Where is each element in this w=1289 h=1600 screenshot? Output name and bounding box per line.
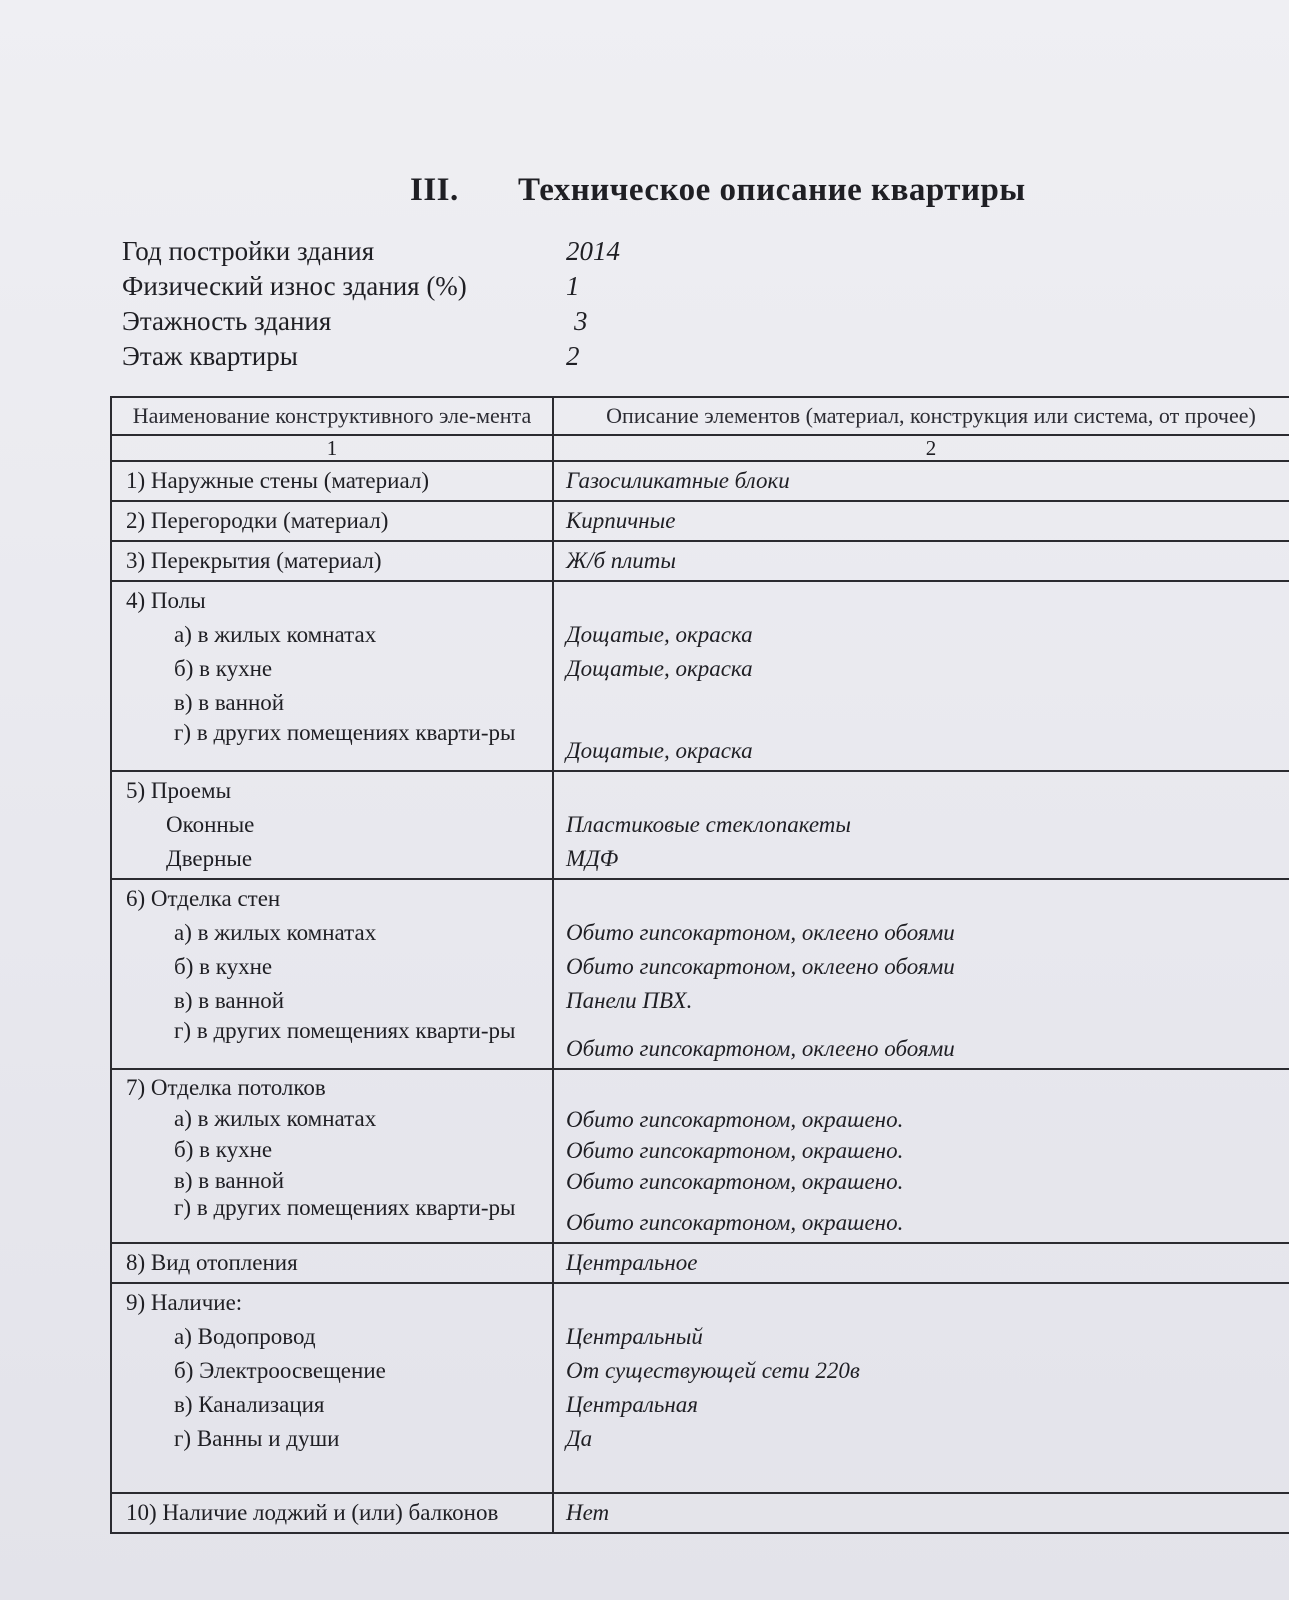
section-title: Техническое описание квартиры (518, 172, 1026, 208)
sub-value: Дощатые, окраска (566, 656, 753, 681)
group-title: 7) Отделка потолков (126, 1075, 326, 1100)
sub-value: Обито гипсокартоном, окрашено. (566, 1107, 904, 1132)
sub-label: Дверные (166, 846, 253, 871)
info-value: 3 (574, 306, 588, 336)
info-row-floor (122, 341, 580, 376)
sub-value: Дощатые, окраска (566, 738, 753, 763)
info-value: 2014 (566, 236, 620, 266)
sub-value: Обито гипсокартоном, окрашено. (566, 1210, 904, 1235)
table-header-row (111, 397, 1289, 435)
group-title: 9) Наличие: (126, 1290, 243, 1315)
sub-value: Обито гипсокартоном, окрашено. (566, 1169, 904, 1194)
row-value: Кирпичные (553, 501, 1289, 541)
table-row (111, 1493, 1289, 1533)
table-row (111, 771, 1289, 879)
group-title: 5) Проемы (126, 778, 232, 803)
sub-value: Центральный (566, 1324, 703, 1349)
sub-label: Оконные (166, 812, 255, 837)
row-label: 3) Перекрытия (материал) (111, 541, 553, 581)
sub-value (566, 686, 1289, 720)
row-label: 10) Наличие лоджий и (или) балконов (111, 1493, 553, 1533)
sub-label: а) в жилых комнатах (174, 920, 377, 945)
sub-label: в) в ванной (174, 690, 285, 715)
row-value-group (553, 1283, 1289, 1493)
table-row (111, 541, 1289, 581)
sub-label: в) в ванной (174, 1168, 285, 1193)
building-info (122, 236, 620, 376)
info-label: Год постройки здания (122, 236, 375, 266)
info-row-year (122, 236, 620, 271)
row-value-group (553, 771, 1289, 879)
table-row (111, 1069, 1289, 1243)
sub-label: а) Водопровод (174, 1324, 316, 1349)
sub-label: а) в жилых комнатах (174, 1106, 377, 1131)
group-title: 6) Отделка стен (126, 886, 281, 911)
row-label-group (111, 1283, 553, 1493)
sub-value: Да (566, 1426, 593, 1451)
sub-label: б) в кухне (174, 954, 273, 979)
group-title: 4) Полы (126, 588, 206, 613)
table-row (111, 879, 1289, 1069)
row-value-group (553, 581, 1289, 771)
col2-index: 2 (553, 435, 1289, 461)
sub-value: Обито гипсокартоном, оклеено обоями (566, 954, 955, 979)
row-value: Центральное (553, 1243, 1289, 1283)
info-value: 2 (566, 341, 580, 371)
row-value: Газосиликатные блоки (553, 461, 1289, 501)
sub-value: Пластиковые стеклопакеты (566, 812, 851, 837)
info-value: 1 (566, 271, 580, 301)
elements-table (110, 396, 1289, 1534)
table-row (111, 581, 1289, 771)
sub-label: б) Электроосвещение (174, 1358, 386, 1383)
info-label: Этаж квартиры (122, 341, 298, 371)
table-row (111, 1243, 1289, 1283)
sub-label: г) Ванны и души (174, 1426, 340, 1451)
sub-value: Обито гипсокартоном, оклеено обоями (566, 920, 955, 945)
row-label: 1) Наружные стены (материал) (111, 461, 553, 501)
row-value: Нет (553, 1493, 1289, 1533)
row-value-group (553, 879, 1289, 1069)
row-label-group (111, 879, 553, 1069)
row-label: 2) Перегородки (материал) (111, 501, 553, 541)
sub-label: г) в других помещениях кварти-ры (174, 1018, 516, 1043)
sub-label: г) в других помещениях кварти-ры (174, 1195, 516, 1220)
info-row-wear (122, 271, 580, 306)
sub-value: Панели ПВХ. (566, 988, 693, 1013)
table-row (111, 1283, 1289, 1493)
sub-value: Центральная (566, 1392, 698, 1417)
sub-value: МДФ (566, 846, 619, 871)
table-row (111, 501, 1289, 541)
info-row-floors (122, 306, 588, 341)
col2-header: Описание элементов (материал, конструкция или система, от прочее) (553, 397, 1289, 435)
sub-value: От существующей сети 220в (566, 1358, 860, 1383)
sub-value: Обито гипсокартоном, окрашено. (566, 1138, 904, 1163)
sub-label: б) в кухне (174, 1137, 273, 1162)
table-index-row (111, 435, 1289, 461)
sub-label: б) в кухне (174, 656, 273, 681)
row-label: 8) Вид отопления (111, 1243, 553, 1283)
sub-label: в) Канализация (174, 1392, 325, 1417)
row-value: Ж/б плиты (553, 541, 1289, 581)
page-title (410, 172, 1026, 209)
row-label-group (111, 1069, 553, 1243)
table-row (111, 461, 1289, 501)
info-label: Этажность здания (122, 306, 332, 336)
sub-label: г) в других помещениях кварти-ры (174, 720, 516, 745)
info-label: Физический износ здания (%) (122, 271, 467, 301)
row-value-group (553, 1069, 1289, 1243)
section-number: III. (410, 172, 459, 208)
row-label-group (111, 581, 553, 771)
sub-value: Обито гипсокартоном, оклеено обоями (566, 1036, 955, 1061)
sub-value: Дощатые, окраска (566, 622, 753, 647)
sub-label: в) в ванной (174, 988, 285, 1013)
col1-header: Наименование конструктивного эле-мента (111, 397, 553, 435)
sub-label: а) в жилых комнатах (174, 622, 377, 647)
row-label-group (111, 771, 553, 879)
col1-index: 1 (111, 435, 553, 461)
